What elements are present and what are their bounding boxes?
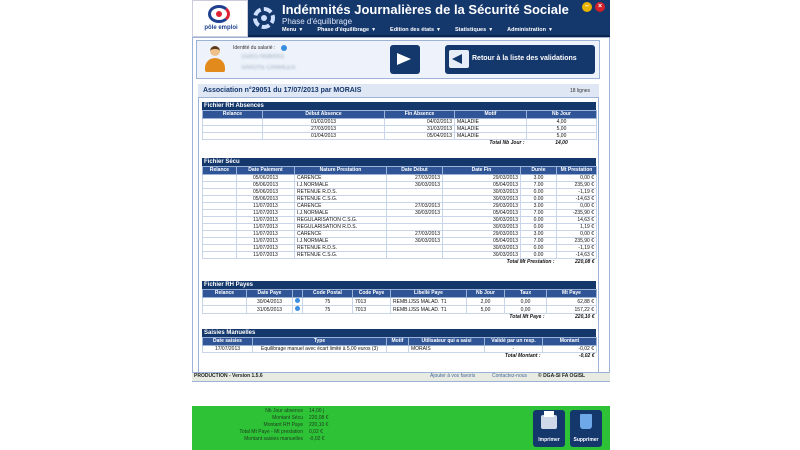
- cell: 11/07/2013: [237, 203, 295, 210]
- printer-icon: [541, 415, 557, 429]
- copyright-text: © DGA-SI FA OGISL: [538, 373, 586, 379]
- main-menu: [282, 27, 553, 37]
- summary-value: -0,02 €: [309, 436, 325, 442]
- table-row[interactable]: [203, 346, 597, 353]
- col-header: Taux: [505, 290, 547, 298]
- cell: 05/04/2013: [443, 238, 521, 245]
- cell: [387, 217, 443, 224]
- cell: RETENUE R.D.S.: [295, 189, 387, 196]
- col-header: Type: [253, 338, 387, 346]
- cell: 29/03/2013: [443, 175, 521, 182]
- cell: 27/03/2013: [387, 175, 443, 182]
- cell: 29/03/2013: [443, 203, 521, 210]
- employee-label: Identité du salarié :: [233, 45, 276, 51]
- cell: 05/04/2013: [443, 210, 521, 217]
- total-label: Total Mt Prestation :: [506, 259, 555, 266]
- cell: -14,63 €: [557, 196, 597, 203]
- col-header: Nb Jour: [527, 111, 597, 119]
- contact-link[interactable]: Contactez-nous: [492, 373, 528, 379]
- cell: -235,90 €: [557, 210, 597, 217]
- cell: 11/07/2013: [237, 238, 295, 245]
- cell: 05/06/2013: [237, 175, 295, 182]
- delete-button[interactable]: [570, 410, 602, 447]
- cell: REGULARISATION C.S.G.: [295, 217, 387, 224]
- total-value: 220,08 €: [575, 259, 595, 266]
- table-row[interactable]: [203, 196, 597, 203]
- cell: REGULARISATION R.D.S.: [295, 224, 387, 231]
- summary-label: Total Mt Paye - Mt prestation: [239, 429, 303, 435]
- col-header: Fin Absence: [385, 111, 455, 119]
- summary-label: Montant Sécu: [272, 415, 303, 421]
- cell: RETENUE C.S.G.: [295, 196, 387, 203]
- summary-row: [200, 429, 350, 435]
- cell: 75: [303, 298, 353, 306]
- table-row[interactable]: [203, 217, 597, 224]
- menu-item-menu[interactable]: Menu ▼: [282, 27, 304, 33]
- col-header: Mt Paye: [547, 290, 597, 298]
- table-row[interactable]: [203, 189, 597, 196]
- total-value: 14,00: [555, 140, 568, 147]
- cell: 27/03/2013: [263, 126, 385, 133]
- cell: [387, 245, 443, 252]
- secu-section: [202, 158, 596, 266]
- favorites-link[interactable]: Ajouter à vos favoris: [430, 373, 476, 379]
- cell: 4,00: [527, 119, 597, 126]
- cell: 0,00: [505, 306, 547, 314]
- col-header: Code Paye: [353, 290, 391, 298]
- table-row[interactable]: [203, 238, 597, 245]
- col-header: Date Fin: [443, 167, 521, 175]
- chevron-down-icon: ▼: [298, 27, 304, 33]
- info-icon[interactable]: [281, 45, 287, 51]
- col-header: Motif: [387, 338, 409, 346]
- table-row[interactable]: [203, 203, 597, 210]
- close-button[interactable]: ×: [595, 2, 605, 12]
- summary-row: [200, 415, 350, 421]
- secu-table: [202, 166, 597, 266]
- col-header: [293, 290, 303, 298]
- cell: 0,00 €: [557, 231, 597, 238]
- menu-item-statistiques[interactable]: Statistiques ▼: [455, 27, 494, 33]
- cell: 3.00: [521, 175, 557, 182]
- table-row[interactable]: [203, 133, 597, 140]
- secu-title: Fichier Sécu: [202, 158, 596, 166]
- cell: 5,00: [467, 306, 505, 314]
- absences-table: [202, 110, 597, 147]
- cell: 7.00: [521, 182, 557, 189]
- gear-icon: [253, 7, 275, 29]
- total-value: -0,02 €: [578, 353, 595, 360]
- cell: [293, 306, 303, 314]
- cell: 11/07/2013: [237, 252, 295, 259]
- col-header: Utilisateur qui a saisi: [409, 338, 485, 346]
- cell: [203, 238, 237, 245]
- cell: [203, 189, 237, 196]
- summary-label: Montant RH Paye: [263, 422, 303, 428]
- cell: MALADIE: [455, 119, 527, 126]
- logo-text: pôle emploi: [204, 25, 238, 31]
- back-arrow-icon: [449, 50, 469, 68]
- cell: [203, 182, 237, 189]
- paye-title: Fichier RH Payes: [202, 281, 596, 289]
- summary-label: Nb Jour absence: [265, 408, 303, 414]
- summary-value: 14,00 j: [309, 408, 325, 414]
- absences-title: Fichier RH Absences: [202, 102, 596, 110]
- cell: [203, 252, 237, 259]
- saisies-section: [202, 329, 596, 360]
- cell: 01/02/2013: [263, 119, 385, 126]
- cell: [203, 196, 237, 203]
- cell: [203, 231, 237, 238]
- cell: 0.00: [521, 245, 557, 252]
- cell: 27/03/2013: [387, 203, 443, 210]
- col-header: Relance: [203, 167, 237, 175]
- paye-section: [202, 281, 596, 321]
- cell: [203, 175, 237, 182]
- cell: CARENCE: [295, 203, 387, 210]
- paye-table: [202, 289, 597, 321]
- cell: 05/04/2013: [385, 133, 455, 140]
- cell: 04/02/2013: [385, 119, 455, 126]
- cell: 11/07/2013: [237, 245, 295, 252]
- cell: 11/07/2013: [237, 210, 295, 217]
- cell: [203, 203, 237, 210]
- chevron-down-icon: ▼: [488, 27, 494, 33]
- col-header: Montant: [543, 338, 597, 346]
- menu-item-edition[interactable]: Edition des états ▼: [390, 27, 441, 33]
- cell: [203, 119, 263, 126]
- cell: [387, 224, 443, 231]
- cell: MORAIS: [409, 346, 485, 353]
- total-label: Total Mt Paye :: [509, 314, 545, 321]
- return-button-label: Retour à la liste des validations: [472, 55, 577, 62]
- cell: I.J.NORMALE: [295, 238, 387, 245]
- cell: Equilibrage manuel avec écart limité à 5,00 euros (3): [253, 346, 387, 353]
- print-button[interactable]: [533, 410, 565, 447]
- cell: -0,02 €: [543, 346, 597, 353]
- cell: [387, 252, 443, 259]
- line-count: 18 lignes: [570, 88, 591, 94]
- cell: [387, 346, 409, 353]
- col-header: Date saisies: [203, 338, 253, 346]
- table-row[interactable]: [203, 252, 597, 259]
- cell: 5,00: [527, 126, 597, 133]
- trash-icon: [580, 414, 592, 429]
- cell: 30/03/2013: [443, 224, 521, 231]
- table-row[interactable]: [203, 210, 597, 217]
- cell: 0.00: [521, 224, 557, 231]
- col-header: Code Postal: [303, 290, 353, 298]
- cell: 11/07/2013: [237, 231, 295, 238]
- total-row: [203, 259, 597, 266]
- cell: 30/03/2013: [443, 245, 521, 252]
- cell: I.J.NORMALE: [295, 182, 387, 189]
- cell: [203, 126, 263, 133]
- next-arrow-button[interactable]: [390, 45, 420, 74]
- cell: 157,22 €: [547, 306, 597, 314]
- cell: CARENCE: [295, 231, 387, 238]
- col-header: Mt Prestation: [557, 167, 597, 175]
- cell: 0.00: [521, 217, 557, 224]
- col-header: Relance: [203, 290, 247, 298]
- total-row: [203, 314, 597, 321]
- cell: [203, 245, 237, 252]
- absences-section: [202, 102, 596, 147]
- delete-label: Supprimer: [573, 437, 599, 443]
- cell: 2,00: [467, 298, 505, 306]
- info-icon[interactable]: [295, 306, 300, 311]
- cell: MALADIE: [455, 133, 527, 140]
- cell: [293, 298, 303, 306]
- col-header: Motif: [455, 111, 527, 119]
- total-label: Total Montant :: [504, 353, 541, 360]
- menu-item-administration[interactable]: Administration ▼: [507, 27, 553, 33]
- minimize-button[interactable]: –: [582, 2, 592, 12]
- summary-label: Montant saisies manuelles: [244, 436, 303, 442]
- cell: 7013: [353, 298, 391, 306]
- cell: MALADIE: [455, 126, 527, 133]
- col-header: Début Absence: [263, 111, 385, 119]
- summary-value: 0,02 €: [309, 429, 323, 435]
- cell: [203, 210, 237, 217]
- cell: RETENUE C.S.G.: [295, 252, 387, 259]
- print-label: Imprimer: [538, 437, 560, 443]
- cell: 30/03/2013: [443, 252, 521, 259]
- cell: [203, 133, 263, 140]
- cell: 235,90 €: [557, 238, 597, 245]
- menu-item-equilibrage[interactable]: Phase d'équilibrage ▼: [317, 27, 377, 33]
- cell: 05/06/2013: [237, 182, 295, 189]
- cell: 27/03/2013: [387, 231, 443, 238]
- cell: 7.00: [521, 238, 557, 245]
- cell: 05/04/2013: [443, 182, 521, 189]
- cell: -14,63 €: [557, 252, 597, 259]
- cell: 0,00 €: [557, 203, 597, 210]
- cell: 0,00: [505, 298, 547, 306]
- version-text: PRODUCTION - Version 1.5.6: [194, 373, 263, 379]
- app-subtitle: Phase d'équilibrage: [282, 17, 353, 26]
- table-row[interactable]: [203, 119, 597, 126]
- cell: 05/06/2013: [237, 189, 295, 196]
- col-header: Date Paiement: [237, 167, 295, 175]
- summary-row: [200, 422, 350, 428]
- secu-body: [203, 175, 597, 259]
- summary-value: 220,08 €: [309, 415, 329, 421]
- summary-row: [200, 436, 350, 442]
- cell: I.J.NORMALE: [295, 210, 387, 217]
- cell: [387, 196, 443, 203]
- cell: 30/03/2013: [387, 182, 443, 189]
- cell: [203, 217, 237, 224]
- employee-name: SAVOYE CHARLES: [241, 65, 296, 71]
- logo-dot-icon: [216, 11, 222, 17]
- cell: -1,19 €: [557, 189, 597, 196]
- cell: 62,88 €: [547, 298, 597, 306]
- cell: 3.00: [521, 231, 557, 238]
- cell: 235,90 €: [557, 182, 597, 189]
- cell: REMB.IJSS MALAD. T1: [391, 306, 467, 314]
- col-header: Date Début: [387, 167, 443, 175]
- cell: 30/03/2013: [387, 210, 443, 217]
- cell: CARENCE: [295, 175, 387, 182]
- cell: 75: [303, 306, 353, 314]
- cell: [203, 224, 237, 231]
- cell: [203, 306, 247, 314]
- col-header: Date Paye: [247, 290, 293, 298]
- cell: 0.00: [521, 252, 557, 259]
- avatar-icon: [203, 44, 227, 74]
- table-row[interactable]: [203, 306, 597, 314]
- table-row[interactable]: [203, 175, 597, 182]
- cell: 5,00: [527, 133, 597, 140]
- app-title: Indémnités Journalières de la Sécurité Sociale: [282, 2, 569, 17]
- table-row[interactable]: [203, 231, 597, 238]
- cell: 7013: [353, 306, 391, 314]
- chevron-down-icon: ▼: [436, 27, 441, 33]
- saisies-title: Saisies Manuelles: [202, 329, 596, 337]
- cell: 3.00: [521, 203, 557, 210]
- pole-emploi-logo: [192, 0, 248, 37]
- cell: 30/03/2013: [443, 196, 521, 203]
- cell: 0.00: [521, 196, 557, 203]
- cell: 17/07/2013: [203, 346, 253, 353]
- cell: 30/03/2013: [443, 189, 521, 196]
- cell: [387, 189, 443, 196]
- table-row[interactable]: [203, 126, 597, 133]
- total-label: Total Nb Jour :: [489, 140, 525, 147]
- col-header: Libellé Paye: [391, 290, 467, 298]
- cell: 11/07/2013: [237, 217, 295, 224]
- cell: 11/07/2013: [237, 224, 295, 231]
- total-value: 220,10 €: [575, 314, 595, 321]
- col-header: Durée: [521, 167, 557, 175]
- table-row[interactable]: [203, 245, 597, 252]
- info-icon[interactable]: [295, 298, 300, 303]
- cell: 30/04/2013: [247, 298, 293, 306]
- total-row: [203, 140, 597, 147]
- cell: 01/04/2013: [263, 133, 385, 140]
- association-title: Association n°29051 du 17/07/2013 par MORAIS: [203, 87, 362, 94]
- cell: 30/03/2013: [387, 238, 443, 245]
- cell: 0,00 €: [557, 175, 597, 182]
- table-row[interactable]: [203, 182, 597, 189]
- cell: 29/03/2013: [443, 231, 521, 238]
- saisies-table: [202, 337, 597, 360]
- table-row[interactable]: [203, 298, 597, 306]
- cell: 1,19 €: [557, 224, 597, 231]
- summary-row: [200, 408, 350, 414]
- cell: REMB.IJSS MALAD. T1: [391, 298, 467, 306]
- chevron-down-icon: ▼: [547, 27, 553, 33]
- cell: -1,19 €: [557, 245, 597, 252]
- table-row[interactable]: [203, 224, 597, 231]
- cell: 31/05/2013: [247, 306, 293, 314]
- chevron-down-icon: ▼: [371, 27, 377, 33]
- cell: 30/03/2013: [443, 217, 521, 224]
- col-header: Validé par un resp.: [485, 338, 543, 346]
- cell: RETENUE R.D.S.: [295, 245, 387, 252]
- col-header: Nb Jour: [467, 290, 505, 298]
- col-header: Nature Prestation: [295, 167, 387, 175]
- employee-id: 1530176580001: [241, 54, 285, 60]
- cell: [203, 298, 247, 306]
- total-row: [203, 353, 597, 360]
- cell: -: [485, 346, 543, 353]
- summary-value: 220,10 €: [309, 422, 329, 428]
- cell: 31/03/2013: [385, 126, 455, 133]
- cell: 0.00: [521, 189, 557, 196]
- cell: 7.00: [521, 210, 557, 217]
- cell: 05/06/2013: [237, 196, 295, 203]
- cell: 14,63 €: [557, 217, 597, 224]
- col-header: Relance: [203, 111, 263, 119]
